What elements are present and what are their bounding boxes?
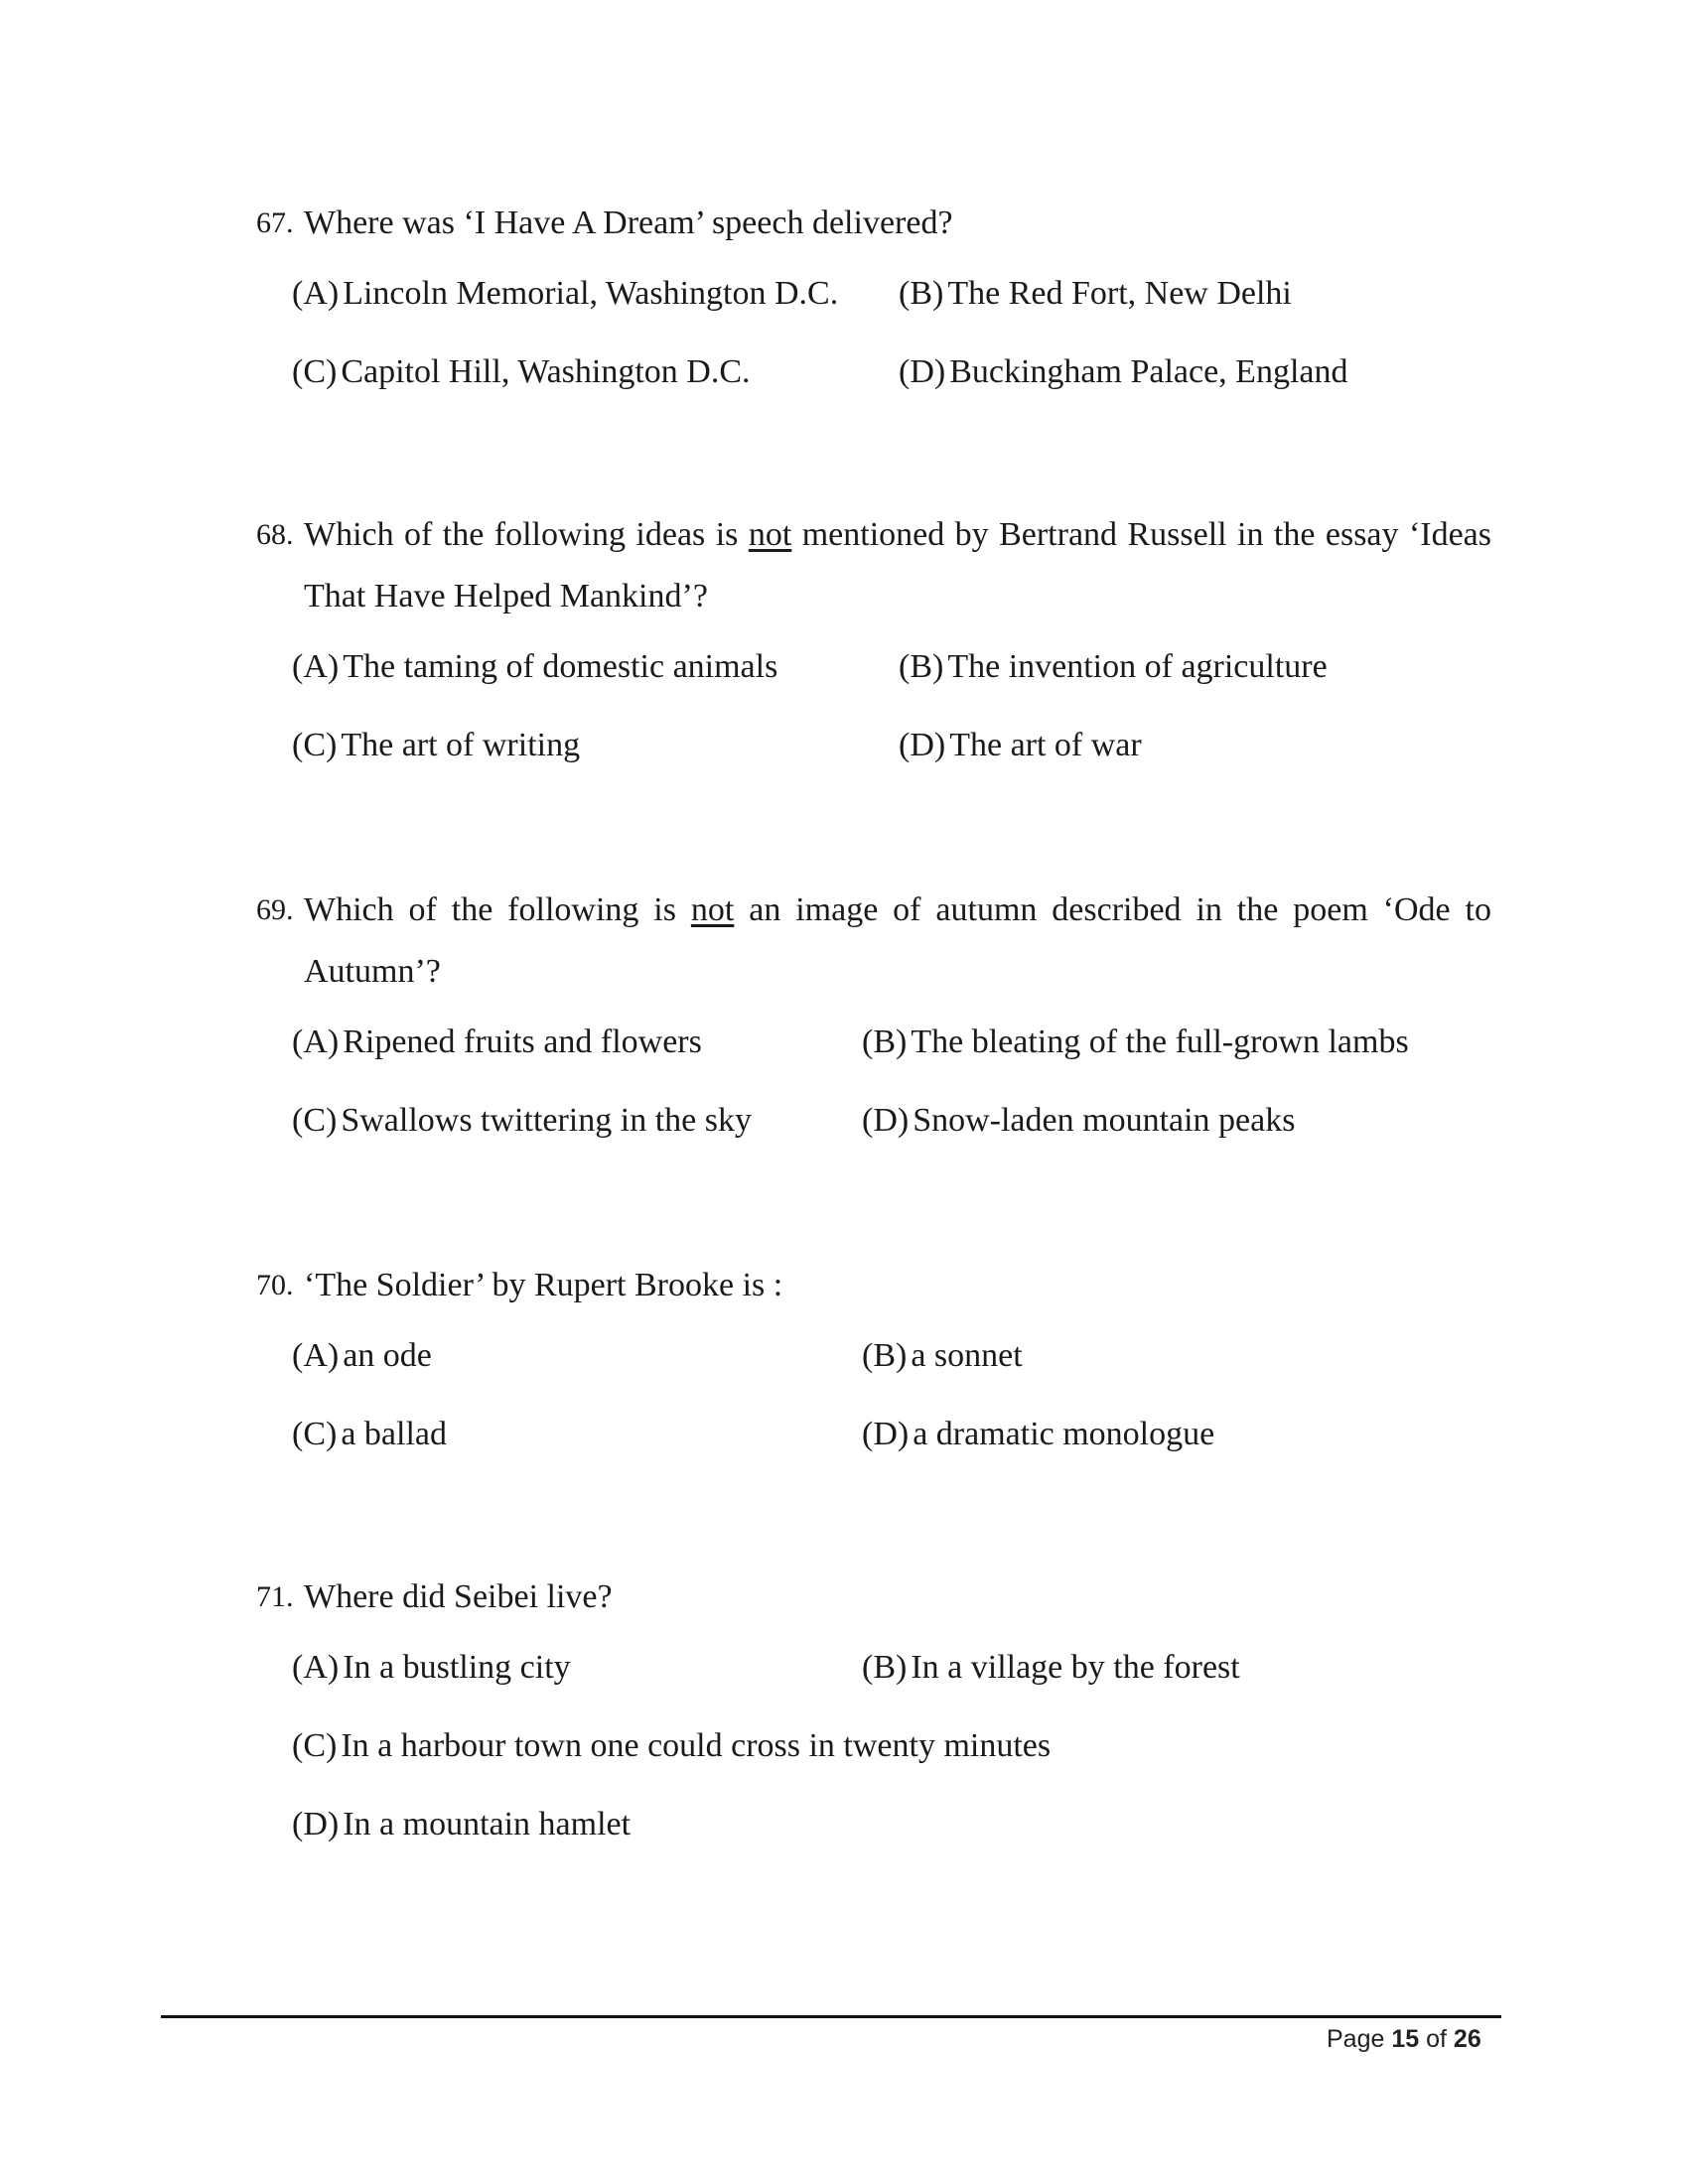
options [292, 1628, 1497, 1863]
question-text: ‘The Soldier’ by Rupert Brooke is : [304, 1267, 783, 1303]
options [292, 254, 1497, 411]
option-b: (B) The invention of agriculture [899, 648, 1328, 685]
total-pages: 26 [1453, 2025, 1481, 2053]
options [292, 627, 1497, 784]
page-word: Page [1327, 2025, 1385, 2053]
current-page: 15 [1391, 2025, 1420, 2053]
question-stem [256, 504, 1497, 627]
option-a: (A) In a bustling city [292, 1649, 571, 1686]
option-b: (B) The bleating of the full-grown lambs [862, 1024, 1409, 1060]
question-number: 68. [256, 518, 294, 551]
option-b: (B) The Red Fort, New Delhi [899, 275, 1292, 312]
question-number: 71. [256, 1580, 294, 1613]
question-68 [256, 504, 1497, 784]
option-d: (D) Snow-laden mountain peaks [862, 1102, 1296, 1139]
option-a: (A) an ode [292, 1337, 432, 1374]
option-d: (D) In a mountain hamlet [292, 1806, 632, 1843]
option-c: (C) Capitol Hill, Washington D.C. [292, 353, 751, 390]
options [292, 1003, 1497, 1160]
question-number: 70. [256, 1269, 294, 1301]
question-number: 67. [256, 206, 294, 239]
question-text: Which of the following is not an image of autumn described in the poem ‘Ode to Autumn’? [304, 891, 1491, 990]
option-c: (C) a ballad [292, 1416, 447, 1452]
option-d: (D) The art of war [899, 727, 1142, 763]
of-word: of [1426, 2025, 1447, 2053]
question-text: Which of the following ideas is not mentioned by Bertrand Russell in the essay ‘Ideas That Have Helped Mankind’? [304, 516, 1491, 614]
option-a: (A) Lincoln Memorial, Washington D.C. [292, 275, 839, 312]
question-70 [256, 1255, 1497, 1473]
question-number: 69. [256, 893, 294, 926]
option-c: (C) Swallows twittering in the sky [292, 1102, 752, 1139]
question-text: Where was ‘I Have A Dream’ speech delivered? [304, 205, 953, 241]
option-b: (B) In a village by the forest [862, 1649, 1240, 1686]
question-69 [256, 880, 1497, 1160]
question-stem [256, 880, 1497, 1003]
page-number-footer [1327, 2025, 1481, 2054]
option-a: (A) The taming of domestic animals [292, 648, 778, 685]
option-c: (C) In a harbour town one could cross in twenty minutes [292, 1727, 1052, 1764]
option-d: (D) a dramatic monologue [862, 1416, 1215, 1452]
options [292, 1316, 1497, 1473]
option-b: (B) a sonnet [862, 1337, 1023, 1374]
question-text: Where did Seibei live? [304, 1578, 613, 1615]
option-c: (C) The art of writing [292, 727, 581, 763]
question-71 [256, 1567, 1497, 1863]
question-stem [256, 1567, 1497, 1628]
question-stem [256, 1255, 1497, 1316]
option-d: (D) Buckingham Palace, England [899, 353, 1348, 390]
footer-divider [161, 2015, 1501, 2018]
question-67 [256, 193, 1497, 411]
option-a: (A) Ripened fruits and flowers [292, 1024, 702, 1060]
question-stem [256, 193, 1497, 254]
